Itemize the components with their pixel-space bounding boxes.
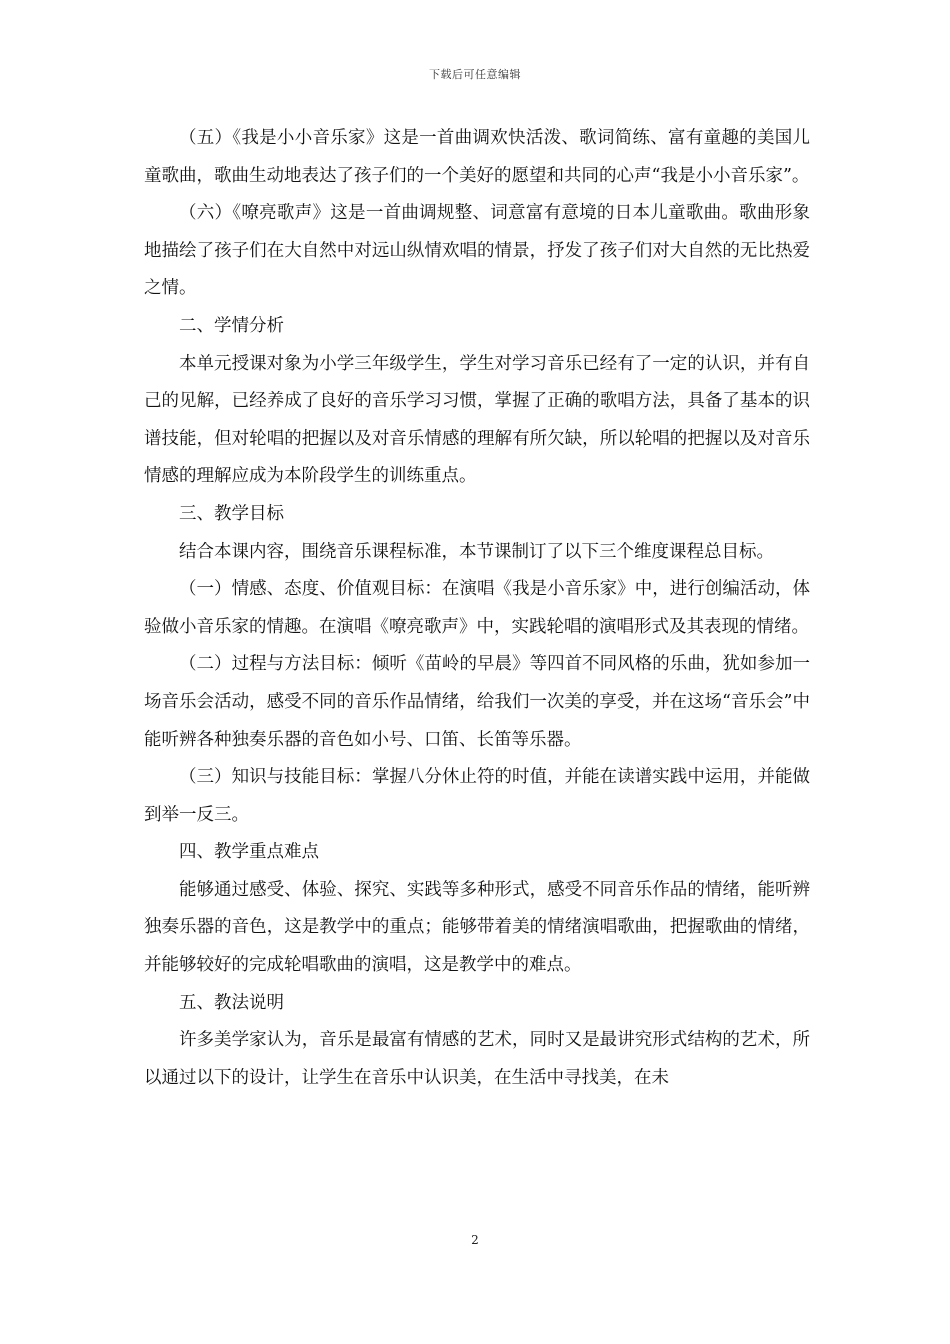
paragraph-learner-analysis: 本单元授课对象为小学三年级学生，学生对学习音乐已经有了一定的认识，并有自己的见解，已经养成了良好的音乐学习习惯，掌握了正确的歌唱方法，具备了基本的识谱技能，但对轮唱的把握以及对音乐情感的理解有所欠缺，所以轮唱的把握以及对音乐情感的理解应成为本阶段学生的训练重点。	[144, 353, 810, 487]
section-heading-teaching-goals: 三、教学目标	[179, 503, 284, 524]
paragraph-key-points: 能够通过感受、体验、探究、实践等多种形式，感受不同音乐作品的情绪，能听辨独奏乐器的音色，这是教学中的重点；能够带着美的情绪演唱歌曲，把握歌曲的情绪，并能够较好的完成轮唱歌曲的演唱，这是教学中的难点。	[144, 879, 810, 976]
paragraph-goals-intro: 结合本课内容，围绕音乐课程标准，本节课制订了以下三个维度课程总目标。	[179, 541, 774, 562]
paragraph-song-5: （五）《我是小小音乐家》这是一首曲调欢快活泼、歌词简练、富有童趣的美国儿童歌曲，歌曲生动地表达了孩子们的一个美好的愿望和共同的心声“我是小小音乐家”。	[144, 128, 810, 186]
section-heading-key-points: 四、教学重点难点	[179, 842, 319, 863]
page-number: 2	[471, 1233, 479, 1247]
paragraph-goal-process: （二）过程与方法目标：倾听《苗岭的早晨》等四首不同风格的乐曲，犹如参加一场音乐会活动，感受不同的音乐作品情绪，给我们一次美的享受，并在这场“音乐会”中能听辨各种独奏乐器的音色如小号、口笛、长笛等乐器。	[144, 654, 810, 750]
document-body	[144, 120, 810, 1097]
page-header: 下载后可任意编辑	[429, 68, 521, 81]
paragraph-song-6: （六）《嘹亮歌声》这是一首曲调规整、词意富有意境的日本儿童歌曲。歌曲形象地描绘了孩子们在大自然中对远山纵情欢唱的情景，抒发了孩子们对大自然的无比热爱之情。	[144, 203, 810, 299]
section-heading-learner-analysis: 二、学情分析	[179, 315, 284, 336]
section-heading-teaching-method: 五、教法说明	[179, 992, 284, 1013]
paragraph-goal-knowledge: （三）知识与技能目标：掌握八分休止符的时值，并能在读谱实践中运用，并能做到举一反三。	[144, 767, 810, 825]
paragraph-goal-emotion: （一）情感、态度、价值观目标：在演唱《我是小音乐家》中，进行创编活动，体验做小音乐家的情趣。在演唱《嘹亮歌声》中，实践轮唱的演唱形式及其表现的情绪。	[144, 579, 810, 637]
paragraph-teaching-method: 许多美学家认为，音乐是最富有情感的艺术，同时又是最讲究形式结构的艺术，所以通过以下的设计，让学生在音乐中认识美，在生活中寻找美，在未	[144, 1030, 810, 1088]
